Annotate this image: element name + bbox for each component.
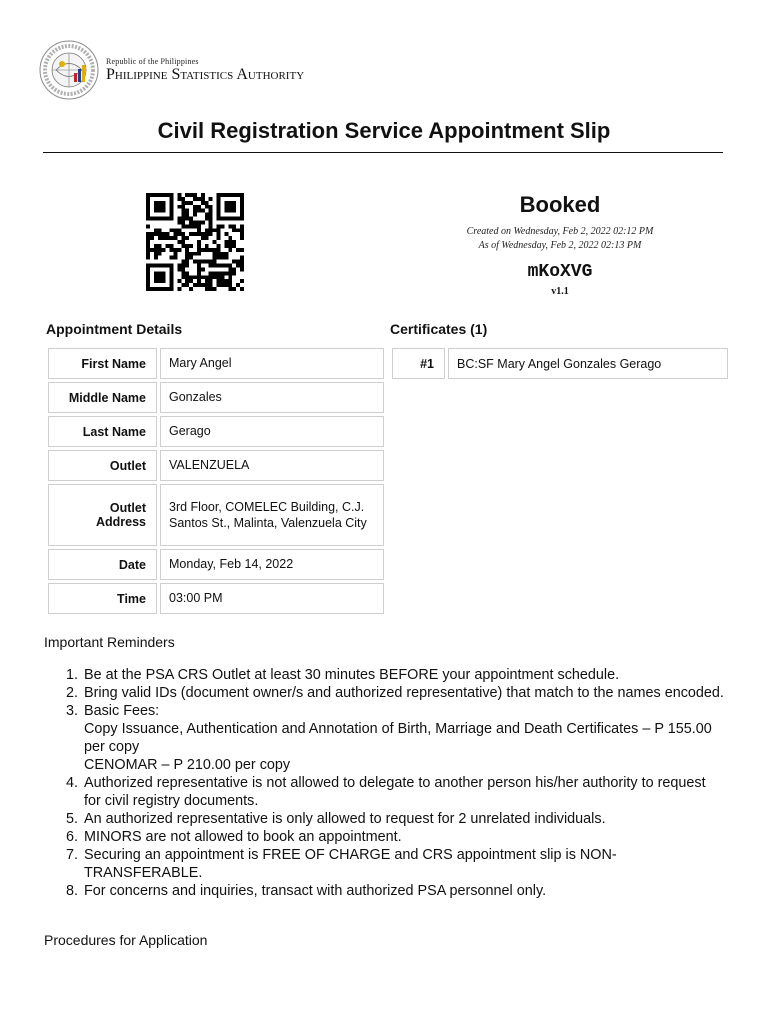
- reminder-item: [82, 846, 724, 882]
- detail-label: Outlet Address: [48, 484, 157, 546]
- detail-label: Middle Name: [48, 382, 157, 413]
- certificate-number: #1: [392, 348, 445, 379]
- reminder-item: [82, 810, 724, 828]
- reminder-text: Securing an appointment is FREE OF CHARGE and CRS appointment slip is NON-TRANSFERABLE.: [84, 847, 617, 881]
- reminders-list: [44, 666, 724, 900]
- reminder-item: [82, 828, 724, 846]
- fee-line: Copy Issuance, Authentication and Annotation of Birth, Marriage and Death Certificates – P 155.00 per copy: [84, 721, 712, 755]
- detail-value: Monday, Feb 14, 2022: [160, 549, 384, 580]
- reminder-item: [82, 684, 724, 702]
- detail-value: 03:00 PM: [160, 583, 384, 614]
- reminder-item: [82, 702, 724, 774]
- detail-row-time: [48, 583, 384, 614]
- detail-value: Gonzales: [160, 382, 384, 413]
- agency-name: Philippine Statistics Authority: [106, 65, 305, 83]
- created-timestamp: Created on Wednesday, Feb 2, 2022 02:12 PM: [466, 226, 654, 237]
- certificates-heading: Certificates (1): [390, 321, 488, 337]
- psa-seal-icon: [38, 39, 100, 101]
- detail-row-outlet-address: [48, 484, 384, 546]
- reminder-item: [82, 882, 724, 900]
- reminder-item: [82, 774, 724, 810]
- reminder-item: [82, 666, 724, 684]
- detail-label: Date: [48, 549, 157, 580]
- appointment-details-table: [48, 348, 384, 617]
- reminder-text: Bring valid IDs (document owner/s and authorized representative) that match to the names encoded.: [84, 685, 724, 701]
- detail-row-last-name: [48, 416, 384, 447]
- detail-value: Mary Angel: [160, 348, 384, 379]
- fee-line: CENOMAR – P 210.00 per copy: [84, 757, 291, 773]
- reminder-text: An authorized representative is only allowed to request for 2 unrelated individuals.: [84, 811, 606, 827]
- detail-label: First Name: [48, 348, 157, 379]
- slip-version: v1.1: [551, 286, 569, 297]
- certificate-row: [392, 348, 728, 379]
- agency-country-line: Republic of the Philippines: [106, 56, 199, 66]
- detail-row-first-name: [48, 348, 384, 379]
- agency-header: [38, 38, 304, 102]
- detail-value: VALENZUELA: [160, 450, 384, 481]
- certificate-value: BC:SF Mary Angel Gonzales Gerago: [448, 348, 728, 379]
- detail-row-middle-name: [48, 382, 384, 413]
- reminder-text: For concerns and inquiries, transact with authorized PSA personnel only.: [84, 883, 547, 899]
- appointment-details-heading: Appointment Details: [46, 321, 183, 337]
- reminder-text: MINORS are not allowed to book an appointment.: [84, 829, 402, 845]
- procedures-heading: Procedures for Application: [44, 932, 208, 948]
- reminders-heading: Important Reminders: [44, 634, 175, 650]
- detail-label: Outlet: [48, 450, 157, 481]
- title-divider: [43, 152, 723, 153]
- detail-row-date: [48, 549, 384, 580]
- qr-code-icon: [146, 193, 244, 291]
- detail-value: 3rd Floor, COMELEC Building, C.J. Santos St., Malinta, Valenzuela City: [160, 484, 384, 546]
- reference-code: mKoXVG: [527, 262, 593, 282]
- detail-label: Last Name: [48, 416, 157, 447]
- booking-status: Booked: [519, 192, 601, 217]
- detail-value: Gerago: [160, 416, 384, 447]
- page-title: Civil Registration Service Appointment Slip: [157, 118, 611, 143]
- detail-label: Time: [48, 583, 157, 614]
- reminder-text: Be at the PSA CRS Outlet at least 30 minutes BEFORE your appointment schedule.: [84, 667, 620, 683]
- detail-row-outlet: [48, 450, 384, 481]
- reminder-text: Basic Fees:: [84, 703, 160, 719]
- reminder-text: Authorized representative is not allowed to delegate to another person his/her authority to request for civil registry documents.: [84, 775, 706, 809]
- as-of-timestamp: As of Wednesday, Feb 2, 2022 02:13 PM: [478, 240, 642, 251]
